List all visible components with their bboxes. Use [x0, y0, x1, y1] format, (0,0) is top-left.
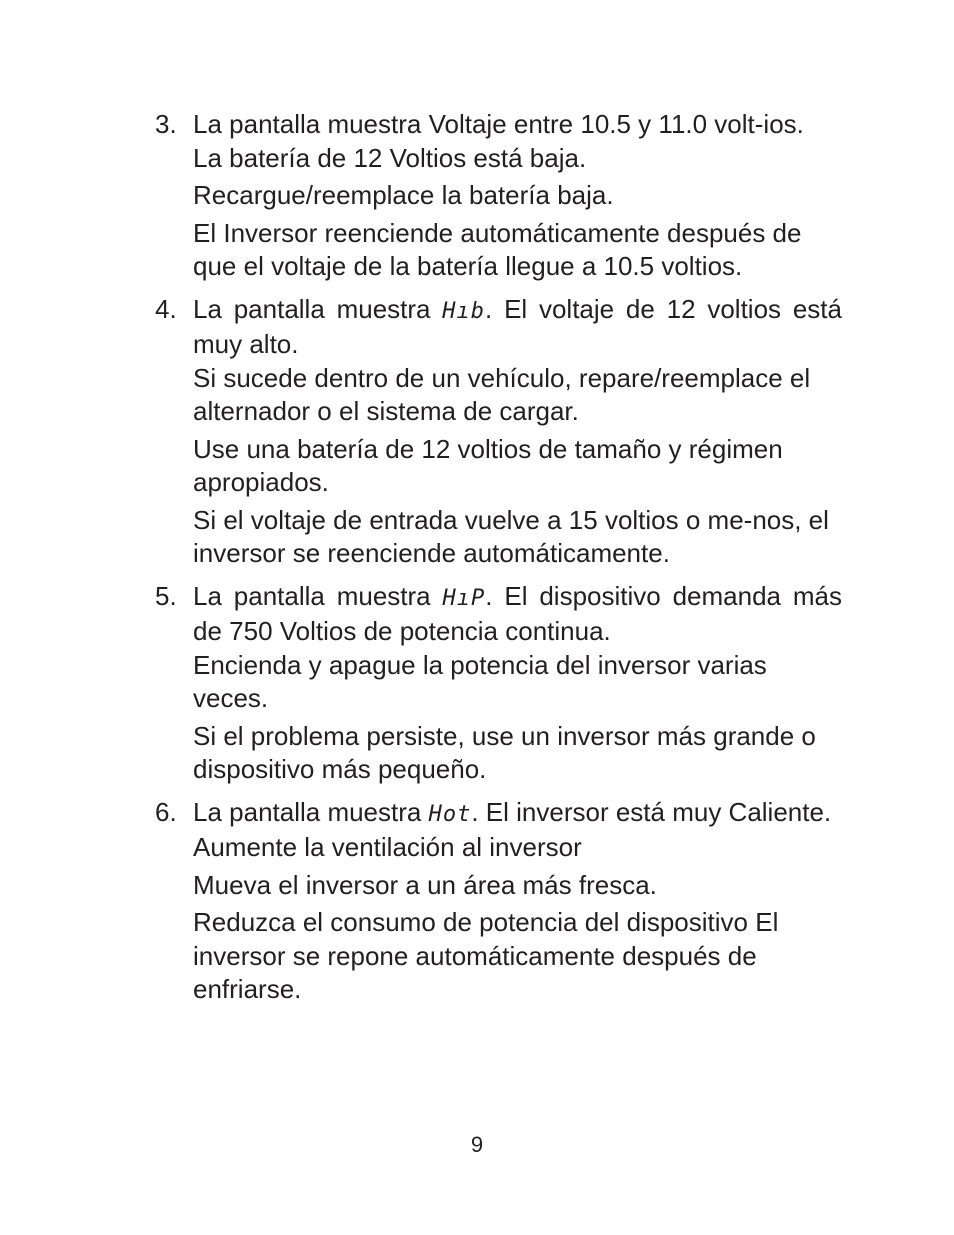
item-number: 3. — [155, 109, 177, 139]
item-paragraph: Aumente la ventilación al inversor — [193, 832, 582, 862]
display-code-hot: Hot — [428, 801, 472, 827]
page-number: 9 — [470, 1132, 484, 1157]
lead-text: . El inversor está muy Caliente. — [471, 796, 832, 827]
list-item-3 — [155, 108, 842, 284]
item-paragraph: Si el problema persiste, use un inversor más grande o dispositivo más pequeño. — [193, 720, 816, 784]
display-code-hip: HıP — [442, 585, 486, 611]
item-paragraph: Si el voltaje de entrada vuelve a 15 voltios o me-nos, el inversor se reenciende automáticamente. — [193, 504, 829, 568]
display-code-hib: Hıb — [442, 298, 486, 324]
list-item-5 — [155, 580, 842, 787]
item-lead: La pantalla muestra Voltaje entre 10.5 y 11.0 volt-ios. — [193, 109, 804, 139]
item-lead — [193, 293, 842, 362]
list-item-6 — [155, 796, 842, 1007]
troubleshooting-list — [155, 108, 842, 1016]
lead-text: . El dispositivo demanda más de 750 Voltios de potencia continua. — [193, 580, 842, 646]
lead-text: . El voltaje de 12 voltios está muy alto. — [193, 293, 842, 359]
item-paragraph: Reduzca el consumo de potencia del dispositivo El inversor se repone automáticamente después de enfriarse. — [193, 907, 779, 1004]
item-paragraph: El Inversor reenciende automáticamente después de que el voltaje de la batería llegue a 10.5 voltios. — [193, 217, 802, 281]
lead-text: La pantalla muestra — [193, 796, 429, 827]
item-number: 6. — [155, 796, 177, 827]
item-paragraph: Mueva el inversor a un área más fresca. — [193, 869, 657, 900]
item-paragraph: Use una batería de 12 voltios de tamaño y régimen apropiados. — [193, 433, 783, 497]
item-lead — [193, 580, 842, 649]
lead-text: La pantalla muestra — [193, 580, 443, 611]
item-lead — [193, 796, 842, 832]
lead-text: La pantalla muestra — [193, 293, 443, 324]
list-item-4 — [155, 293, 842, 571]
item-paragraph: Encienda y apague la potencia del inversor varias veces. — [193, 649, 767, 713]
item-number: 4. — [155, 293, 177, 324]
item-paragraph: La batería de 12 Voltios está baja. — [193, 142, 587, 173]
item-paragraph: Si sucede dentro de un vehículo, repare/reemplace el alternador o el sistema de cargar. — [193, 362, 811, 426]
item-paragraph: Recargue/reemplace la batería baja. — [193, 180, 614, 210]
item-number: 5. — [155, 580, 177, 611]
